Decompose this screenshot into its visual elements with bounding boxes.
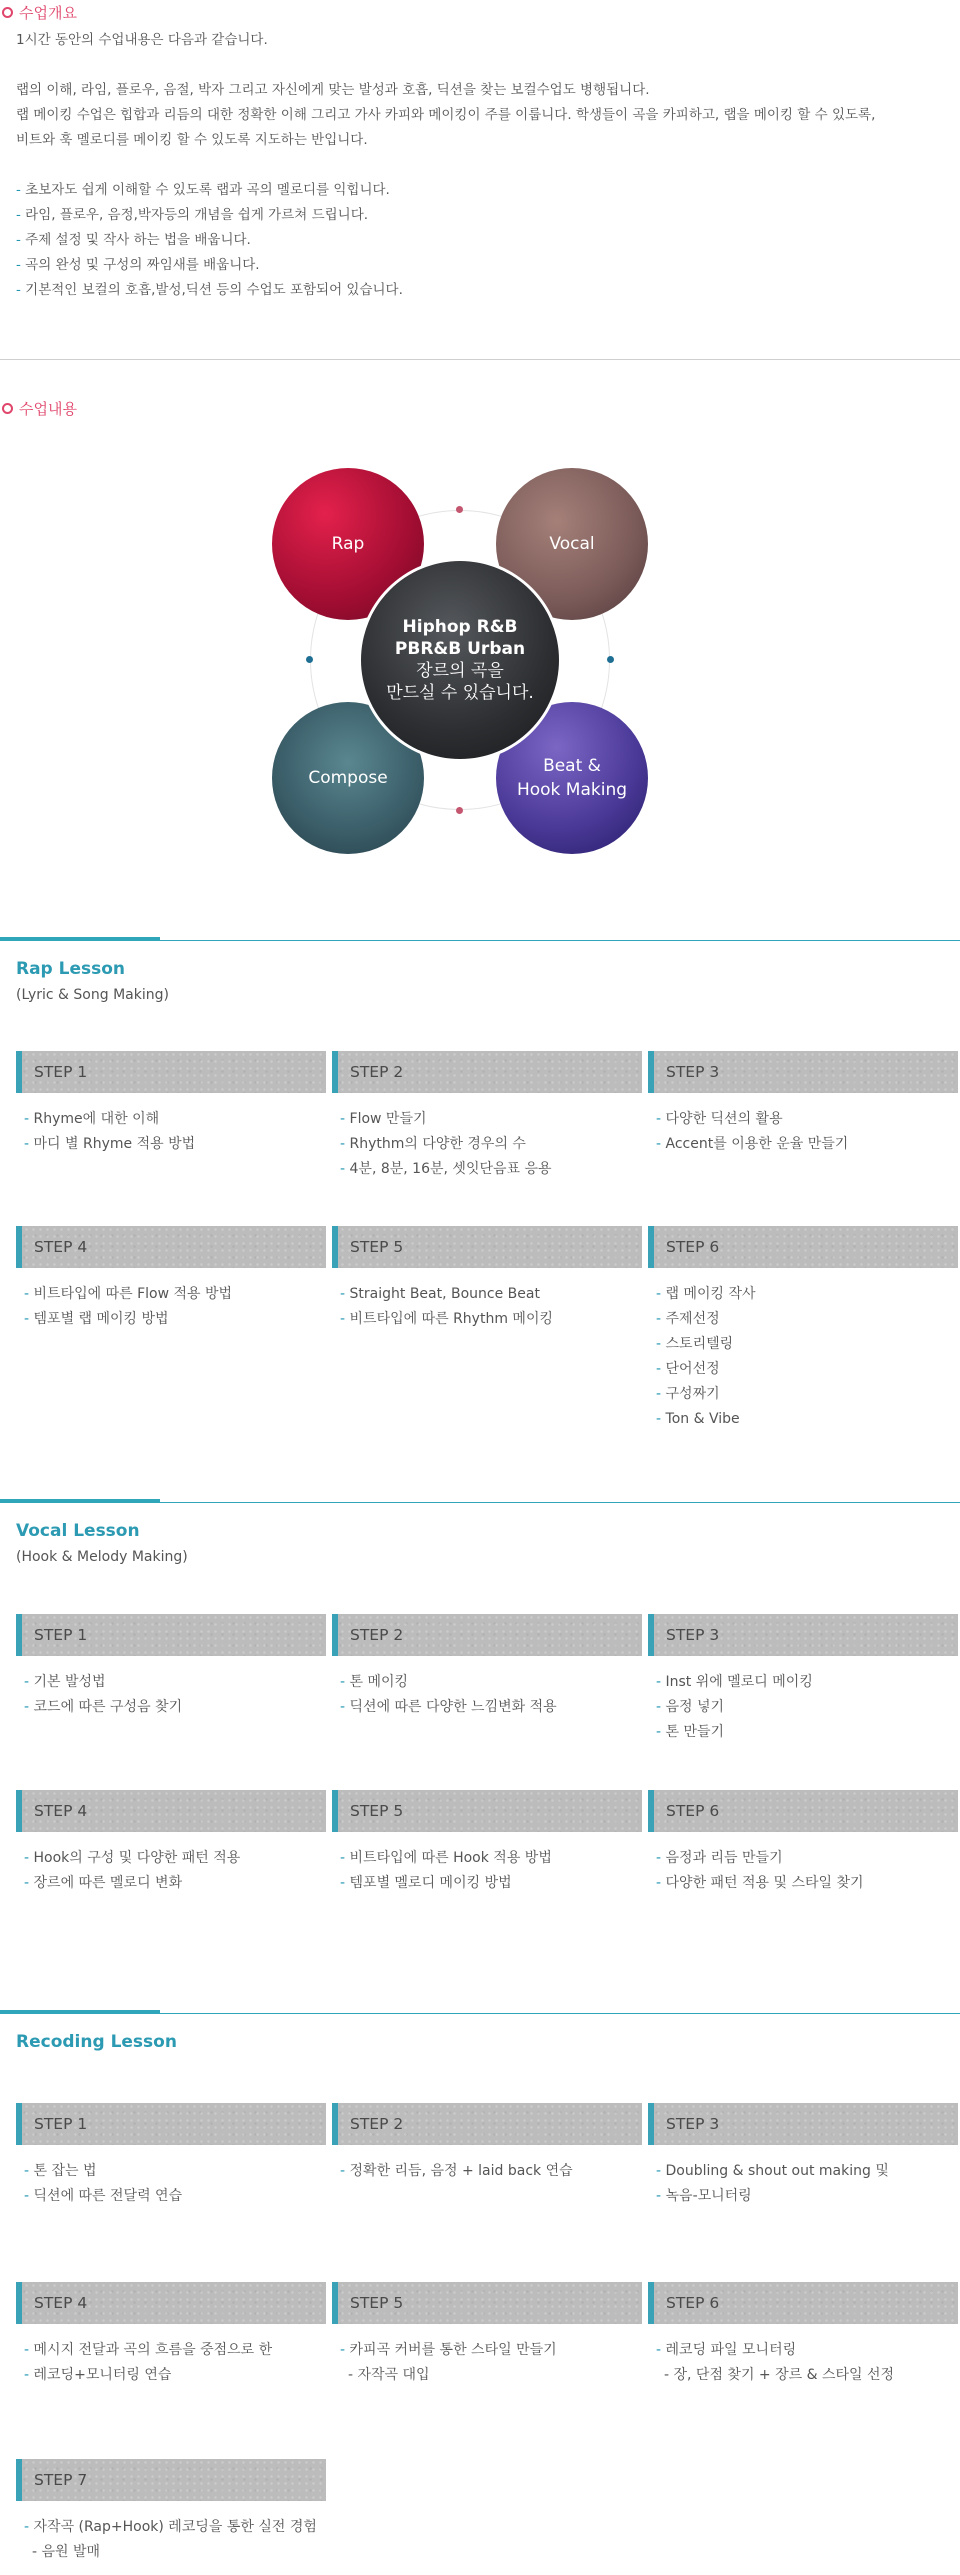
lesson-title: Vocal Lesson <box>16 1521 140 1541</box>
step-item-text: Flow 만들기 <box>349 1111 427 1127</box>
step-item <box>656 1332 958 1357</box>
step-item <box>24 1670 326 1695</box>
step-item <box>656 1107 958 1132</box>
step-card <box>16 2103 326 2209</box>
step-item <box>24 2184 326 2209</box>
step-item <box>340 1695 642 1720</box>
step-item <box>656 2184 958 2209</box>
dash-bullet: - <box>656 2163 666 2179</box>
step-item <box>340 1157 642 1182</box>
step-item-text: - 장, 단점 찾기 + 장르 & 스타일 선정 <box>664 2367 895 2383</box>
step-header: STEP 3 <box>648 1614 958 1656</box>
step-item-text: 음정 넣기 <box>665 1699 725 1715</box>
step-card <box>332 1790 642 1896</box>
dash-bullet: - <box>24 2163 34 2179</box>
step-card <box>16 1790 326 1896</box>
step-items <box>332 1282 642 1332</box>
overview-paragraph-line: 랩 메이킹 수업은 힙합과 리듬의 대한 정확한 이해 그리고 가사 카피와 메이킹이 주를 이룹니다. 학생들이 곡을 카피하고, 랩을 메이킹 할 수 있도록, <box>16 107 876 123</box>
step-item-text: 녹음-모니터링 <box>665 2188 752 2204</box>
rap-lesson-section <box>0 940 960 1003</box>
dash-bullet: - <box>24 1674 34 1690</box>
step-item <box>340 1871 642 1896</box>
step-header: STEP 6 <box>648 1790 958 1832</box>
dash-bullet: - <box>340 2342 350 2358</box>
lesson-subtitle: (Lyric & Song Making) <box>16 987 169 1003</box>
recoding-steps-row-1 <box>16 2103 960 2209</box>
step-items <box>16 2515 326 2565</box>
step-header: STEP 6 <box>648 1226 958 1268</box>
step-item <box>340 2159 642 2184</box>
dash-bullet: - <box>656 1111 666 1127</box>
step-header: STEP 1 <box>16 1614 326 1656</box>
step-item <box>656 1357 958 1382</box>
step-header: STEP 2 <box>332 1051 642 1093</box>
dash-bullet: - <box>656 1311 666 1327</box>
vocal-steps-row-1 <box>16 1614 960 1745</box>
content-heading <box>0 398 77 419</box>
step-header: STEP 5 <box>332 2282 642 2324</box>
step-header: STEP 7 <box>16 2459 326 2501</box>
dash-bullet: - <box>656 1674 666 1690</box>
step-header: STEP 6 <box>648 2282 958 2324</box>
dash-bullet: - <box>340 1136 350 1152</box>
dash-bullet: - <box>24 2188 34 2204</box>
lesson-rule <box>0 940 960 946</box>
dash-bullet: - <box>656 1336 666 1352</box>
overview-intro: 1시간 동안의 수업내용은 다음과 같습니다. <box>16 32 268 48</box>
lesson-title: Rap Lesson <box>16 959 126 979</box>
step-card <box>648 2282 958 2388</box>
step-item-text: 마디 별 Rhyme 적용 방법 <box>33 1136 196 1152</box>
step-item <box>340 1282 642 1307</box>
beat-hook-circle: Beat & Hook Making <box>496 702 648 854</box>
step-items <box>16 2338 326 2388</box>
step-item-text: 주제선정 <box>665 1311 720 1327</box>
step-item-text: 4분, 8분, 16분, 셋잇단음표 응용 <box>349 1161 552 1177</box>
orbit-dot <box>607 656 614 663</box>
step-items <box>16 1846 326 1896</box>
step-item <box>656 2159 958 2184</box>
step-item-text: Ton & Vibe <box>665 1411 740 1427</box>
step-items <box>16 2159 326 2209</box>
step-item-text: 메시지 전달과 곡의 흐름을 중점으로 한 <box>33 2342 273 2358</box>
dash-bullet: - <box>340 1699 350 1715</box>
step-item <box>656 1132 958 1157</box>
step-item-text: 다양한 딕션의 활용 <box>665 1111 783 1127</box>
step-card <box>16 1051 326 1182</box>
step-item-text: Hook의 구성 및 다양한 패턴 적용 <box>33 1850 241 1866</box>
step-card <box>332 1051 642 1182</box>
step-items <box>332 2338 642 2388</box>
dash-bullet: - <box>656 1699 666 1715</box>
step-card <box>648 1614 958 1745</box>
step-item-text: 다양한 패턴 적용 및 스타일 찾기 <box>665 1875 864 1891</box>
overview-point: - 라임, 플로우, 음정,박자등의 개념을 쉽게 가르쳐 드립니다. <box>16 207 369 223</box>
recoding-steps-row-3 <box>16 2459 960 2565</box>
overview-heading <box>0 2 960 23</box>
step-item <box>24 2515 326 2540</box>
step-item <box>340 1107 642 1132</box>
step-items <box>16 1107 326 1157</box>
step-item-text: 기본 발성법 <box>33 1674 106 1690</box>
dash-bullet: - <box>24 1875 34 1891</box>
step-item <box>656 1846 958 1871</box>
step-card <box>16 2282 326 2388</box>
step-items <box>332 2159 642 2184</box>
step-item <box>24 1107 326 1132</box>
step-item-text: 자작곡 (Rap+Hook) 레코딩을 통한 실전 경험 <box>33 2519 317 2535</box>
step-item-text: Rhyme에 대한 이해 <box>33 1111 160 1127</box>
step-item-text: Accent를 이용한 운율 만들기 <box>665 1136 849 1152</box>
dash-bullet: - <box>656 1411 666 1427</box>
step-items <box>648 2159 958 2209</box>
dash-bullet: - <box>340 1161 350 1177</box>
step-items <box>648 1846 958 1896</box>
step-item <box>656 2363 958 2388</box>
vocal-circle: Vocal <box>496 468 648 620</box>
step-item-text: 톤 잡는 법 <box>33 2163 97 2179</box>
step-item <box>24 1132 326 1157</box>
dash-bullet: - <box>340 2163 350 2179</box>
genre-circles-diagram <box>260 460 660 860</box>
step-header: STEP 3 <box>648 2103 958 2145</box>
step-header: STEP 4 <box>16 2282 326 2324</box>
step-item <box>24 2540 326 2565</box>
step-item-text: 구성짜기 <box>665 1386 720 1402</box>
circle-bullet-icon <box>2 7 13 18</box>
recoding-lesson-section <box>0 2013 960 2052</box>
step-item <box>24 1695 326 1720</box>
step-items <box>332 1107 642 1182</box>
step-card <box>16 1614 326 1745</box>
step-card <box>332 2282 642 2388</box>
step-item <box>24 2338 326 2363</box>
step-item <box>656 1407 958 1432</box>
overview-points <box>0 178 960 303</box>
step-item <box>24 2159 326 2184</box>
step-header: STEP 2 <box>332 1614 642 1656</box>
step-item-text: 스토리텔링 <box>665 1336 734 1352</box>
dash-bullet: - <box>24 1136 34 1152</box>
step-item-text: 딕션에 따른 전달력 연습 <box>33 2188 183 2204</box>
step-card <box>648 1051 958 1182</box>
dash-bullet: - <box>340 1850 350 1866</box>
overview-point: - 기본적인 보컬의 호흡,발성,딕션 등의 수업도 포함되어 있습니다. <box>16 282 403 298</box>
step-item-text: 단어선정 <box>665 1361 720 1377</box>
step-header: STEP 1 <box>16 2103 326 2145</box>
step-header: STEP 4 <box>16 1790 326 1832</box>
vocal-lesson-section <box>0 1502 960 1565</box>
step-item <box>656 1871 958 1896</box>
step-card <box>332 1614 642 1745</box>
step-items <box>16 1282 326 1332</box>
section-divider <box>0 359 960 360</box>
step-item-text: 장르에 따른 멜로디 변화 <box>33 1875 183 1891</box>
dash-bullet: - <box>656 2342 666 2358</box>
dash-bullet: - <box>656 1361 666 1377</box>
dash-bullet: - <box>656 1875 666 1891</box>
dash-bullet: - <box>340 1286 350 1302</box>
dash-bullet: - <box>24 2367 34 2383</box>
lesson-subtitle: (Hook & Melody Making) <box>16 1549 188 1565</box>
dash-bullet: - <box>340 1311 350 1327</box>
step-item-text: 코드에 따른 구성음 찾기 <box>33 1699 183 1715</box>
step-item-text: 카피곡 커버를 통한 스타일 만들기 <box>349 2342 557 2358</box>
step-item <box>24 1846 326 1871</box>
step-item <box>656 2338 958 2363</box>
step-item-text: 비트타입에 따른 Flow 적용 방법 <box>33 1286 233 1302</box>
dash-bullet: - <box>24 1311 34 1327</box>
step-item-text: 랩 메이킹 작사 <box>665 1286 756 1302</box>
step-items <box>648 1670 958 1745</box>
rap-steps-row-2 <box>16 1226 960 1432</box>
step-item-text: 비트타입에 따른 Rhythm 메이킹 <box>349 1311 553 1327</box>
step-item <box>24 1307 326 1332</box>
step-item-text: - 자작곡 대입 <box>348 2367 430 2383</box>
dash-bullet: - <box>24 1699 34 1715</box>
step-item <box>24 2363 326 2388</box>
dash-bullet: - <box>656 2188 666 2204</box>
dash-bullet: - <box>24 1111 34 1127</box>
step-item <box>24 1871 326 1896</box>
step-item <box>656 1307 958 1332</box>
step-item <box>340 1132 642 1157</box>
circle-bullet-icon <box>2 403 13 414</box>
step-card <box>648 1790 958 1896</box>
lesson-rule <box>0 1502 960 1508</box>
step-item-text: 레코딩+모니터링 연습 <box>33 2367 172 2383</box>
dash-bullet: - <box>656 1724 666 1740</box>
step-item <box>24 1282 326 1307</box>
step-item-text: Doubling & shout out making 및 <box>665 2163 889 2179</box>
step-header: STEP 1 <box>16 1051 326 1093</box>
step-item-text: 템포별 멜로디 메이킹 방법 <box>349 1875 512 1891</box>
step-item <box>656 1695 958 1720</box>
orbit-dot <box>306 656 313 663</box>
dash-bullet: - <box>340 1875 350 1891</box>
step-card <box>648 1226 958 1432</box>
step-header: STEP 4 <box>16 1226 326 1268</box>
dash-bullet: - <box>340 1674 350 1690</box>
dash-bullet: - <box>24 2519 34 2535</box>
step-item-text: - 음원 발매 <box>32 2544 101 2560</box>
step-items <box>332 1846 642 1896</box>
step-items <box>648 2338 958 2388</box>
orbit-dot <box>456 807 463 814</box>
vocal-steps-row-2 <box>16 1790 960 1896</box>
step-header: STEP 5 <box>332 1226 642 1268</box>
step-item <box>340 1846 642 1871</box>
overview-paragraph <box>0 78 960 153</box>
step-card <box>332 2103 642 2209</box>
step-item-text: 비트타입에 따른 Hook 적용 방법 <box>349 1850 552 1866</box>
step-items <box>648 1107 958 1157</box>
step-item <box>340 1670 642 1695</box>
step-item <box>340 1307 642 1332</box>
dash-bullet: - <box>656 1386 666 1402</box>
step-card <box>16 2459 326 2565</box>
step-header: STEP 3 <box>648 1051 958 1093</box>
step-item-text: 톤 만들기 <box>665 1724 725 1740</box>
lesson-rule <box>0 2013 960 2019</box>
step-item-text: 딕션에 따른 다양한 느낌변화 적용 <box>349 1699 557 1715</box>
dash-bullet: - <box>656 1136 666 1152</box>
step-header: STEP 5 <box>332 1790 642 1832</box>
content-heading-text: 수업내용 <box>19 400 77 418</box>
orbit-dot <box>456 506 463 513</box>
step-item-text: 정확한 리듬, 음정 + laid back 연습 <box>349 2163 573 2179</box>
step-item-text: 레코딩 파일 모니터링 <box>665 2342 797 2358</box>
step-item-text: Rhythm의 다양한 경우의 수 <box>349 1136 526 1152</box>
step-item <box>340 2338 642 2363</box>
dash-bullet: - <box>656 1286 666 1302</box>
dash-bullet: - <box>24 2342 34 2358</box>
step-item-text: 톤 메이킹 <box>349 1674 409 1690</box>
lesson-title: Recoding Lesson <box>16 2032 177 2052</box>
step-header: STEP 2 <box>332 2103 642 2145</box>
overview-point: - 곡의 완성 및 구성의 짜임새를 배웁니다. <box>16 257 260 273</box>
step-card <box>332 1226 642 1432</box>
overview-point: - 초보자도 쉽게 이해할 수 있도록 랩과 곡의 멜로디를 익힙니다. <box>16 182 390 198</box>
step-item <box>656 1720 958 1745</box>
overview-paragraph-line: 랩의 이해, 라임, 플로우, 음절, 박자 그리고 자신에게 맞는 발성과 호흡, 딕션을 찾는 보컬수업도 병행됩니다. <box>16 82 650 98</box>
compose-circle: Compose <box>272 702 424 854</box>
rap-circle: Rap <box>272 468 424 620</box>
step-items <box>332 1670 642 1720</box>
dash-bullet: - <box>24 1286 34 1302</box>
step-item <box>656 1670 958 1695</box>
step-item <box>340 2363 642 2388</box>
overview-paragraph-line: 비트와 훅 멜로디를 메이킹 할 수 있도록 지도하는 반입니다. <box>16 132 368 148</box>
rap-steps-row-1 <box>16 1051 960 1182</box>
dash-bullet: - <box>656 1850 666 1866</box>
step-items <box>16 1670 326 1720</box>
step-card <box>648 2103 958 2209</box>
step-item-text: 템포별 랩 메이킹 방법 <box>33 1311 169 1327</box>
overview-point: - 주제 설정 및 작사 하는 법을 배웁니다. <box>16 232 251 248</box>
dash-bullet: - <box>24 1850 34 1866</box>
step-item-text: Inst 위에 멜로디 메이킹 <box>665 1674 813 1690</box>
step-item <box>656 1382 958 1407</box>
overview-section <box>0 0 960 303</box>
step-items <box>648 1282 958 1432</box>
center-genre-circle: Hiphop R&B PBR&B Urban 장르의 곡을 만드실 수 있습니다. <box>361 561 559 759</box>
dash-bullet: - <box>340 1111 350 1127</box>
step-card <box>16 1226 326 1432</box>
step-item-text: 음정과 리듬 만들기 <box>665 1850 783 1866</box>
recoding-steps-row-2 <box>16 2282 960 2388</box>
step-item <box>656 1282 958 1307</box>
overview-heading-text: 수업개요 <box>19 4 77 22</box>
step-item-text: Straight Beat, Bounce Beat <box>349 1286 540 1302</box>
